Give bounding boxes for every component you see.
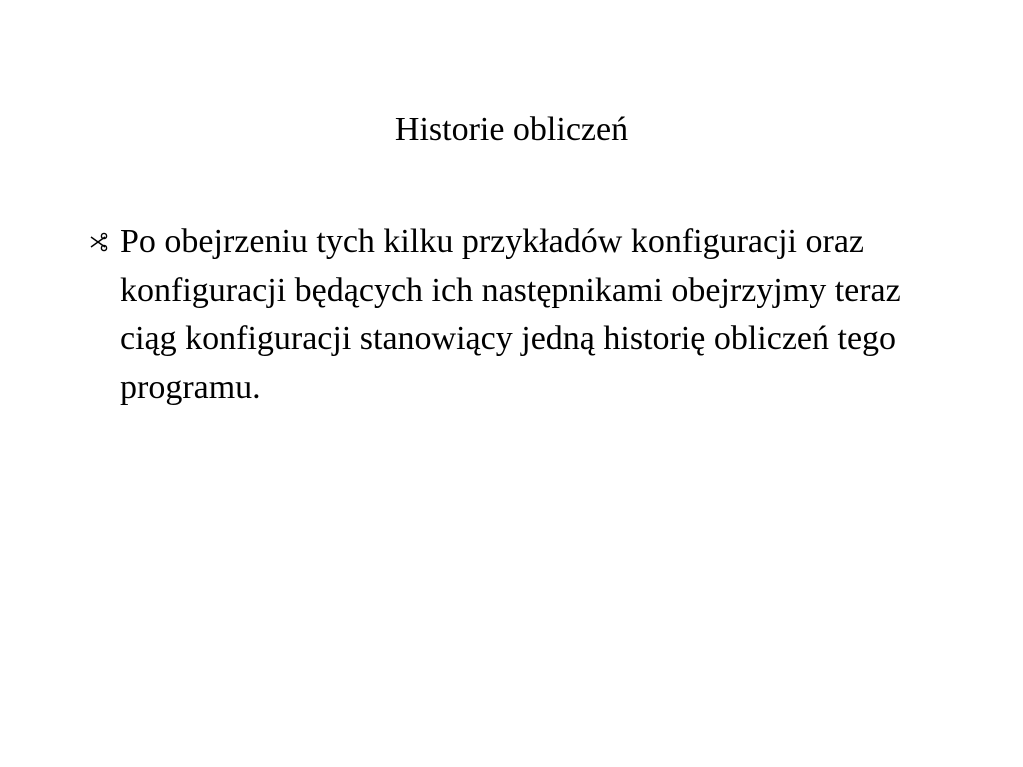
scissors-icon	[88, 232, 108, 252]
bullet-item	[80, 218, 960, 412]
bullet-text: Po obejrzeniu tych kilku przykładów konfiguracji oraz konfiguracji będących ich następnikami obejrzyjmy teraz ciąg konfiguracji stanowiący jedną historię obliczeń tego programu.	[120, 223, 901, 406]
bullet-list	[80, 218, 960, 412]
slide-title: Historie obliczeń	[394, 111, 629, 148]
